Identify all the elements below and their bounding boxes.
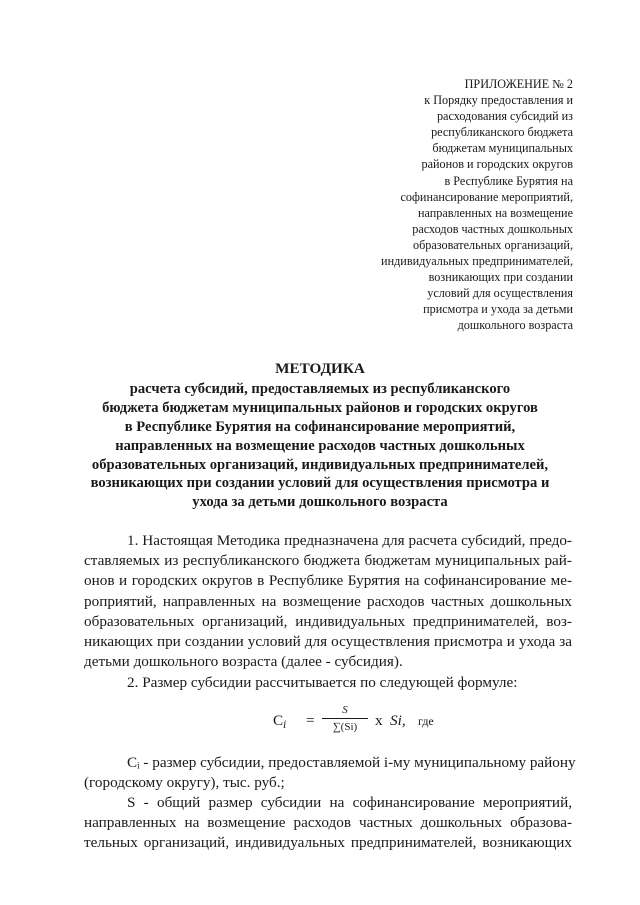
paragraph-line: онов и городских округов в Республике Бурятия на софинансирование ме- <box>84 572 572 590</box>
paragraph-line: ставляемых из республиканского бюджета бюджетам муниципальных рай- <box>84 552 572 570</box>
definition-line: Cᵢ - размер субсидии, предоставляемой i-му муниципальному району <box>127 754 576 771</box>
title-line: ухода за детьми дошкольного возраста <box>192 494 448 511</box>
formula-equals: = <box>306 712 315 729</box>
appendix-line: в Республике Бурятия на <box>444 173 573 188</box>
appendix-line: бюджетам муниципальных <box>432 141 573 156</box>
title-line: бюджета бюджетам муниципальных районов и городских округов <box>102 399 538 416</box>
formula-fraction <box>322 704 368 734</box>
document-title <box>60 360 580 512</box>
definition-line: направленных на возмещение расходов частных дошкольных образова- <box>84 814 572 832</box>
title-main: МЕТОДИКА <box>275 360 365 377</box>
title-line: направленных на возмещение расходов частных дошкольных <box>115 437 525 454</box>
appendix-line: направленных на возмещение <box>417 205 573 220</box>
appendix-line: к Порядку предоставления и <box>424 93 573 108</box>
appendix-line: расходования субсидий из <box>436 109 573 124</box>
definition-line: S - общий размер субсидии на софинансирование мероприятий, <box>127 794 572 811</box>
appendix-header <box>313 76 573 334</box>
appendix-line: республиканского бюджета <box>431 125 573 140</box>
formula-numerator: S <box>342 704 348 716</box>
appendix-line: софинансирование мероприятий, <box>400 189 573 204</box>
appendix-line: условий для осуществления <box>427 286 573 301</box>
appendix-line: индивидуальных предпринимателей, <box>381 254 573 269</box>
formula-lhs-subscript: i <box>283 720 287 731</box>
appendix-line: присмотра и ухода за детьми <box>423 302 573 317</box>
formula-suffix: где <box>418 714 434 728</box>
formula-factor: Si, <box>390 712 406 729</box>
fraction-bar <box>322 718 368 719</box>
definition-line: тельных организаций, индивидуальных предпринимателей, возникающих <box>84 834 572 852</box>
paragraph-line: детьми дошкольного возраста (далее - субсидия). <box>84 653 403 671</box>
paragraph-line: никающих при создании условий для осуществления присмотра и ухода за <box>84 633 572 651</box>
definition-line: (городскому округу), тыс. руб.; <box>84 774 285 792</box>
paragraph-2 <box>84 673 572 693</box>
appendix-line: расходов частных дошкольных <box>412 221 573 236</box>
paragraph-line: 1. Настоящая Методика предназначена для расчета субсидий, предо- <box>127 532 572 549</box>
formula-denominator: ∑(Si) <box>332 721 358 733</box>
title-line: возникающих при создании условий для осуществления присмотра и <box>90 475 550 492</box>
title-line: в Республике Бурятия на софинансирование мероприятий, <box>124 418 516 435</box>
appendix-line: дошкольного возраста <box>457 318 573 333</box>
paragraph-line: 2. Размер субсидии рассчитывается по следующей формуле: <box>127 674 518 691</box>
appendix-line: районов и городских округов <box>421 157 573 172</box>
formula-lhs: Ci <box>273 712 287 731</box>
paragraph-line: образовательных организаций, индивидуальных предпринимателей, воз- <box>84 612 572 630</box>
appendix-line: ПРИЛОЖЕНИЕ № 2 <box>464 77 573 91</box>
definition-ci <box>84 753 576 793</box>
title-line: расчета субсидий, предоставляемых из республиканского <box>129 380 511 397</box>
paragraph-1 <box>84 531 572 672</box>
definition-s <box>84 793 572 854</box>
paragraph-line: роприятий, направленных на возмещение расходов частных дошкольных <box>84 592 572 610</box>
appendix-line: возникающих при создании <box>428 270 573 285</box>
appendix-line: образовательных организаций, <box>412 237 573 252</box>
subsidy-formula <box>270 704 470 738</box>
formula-times: x <box>375 712 383 729</box>
title-line: образовательных организаций, индивидуальных предпринимателей, <box>91 456 549 473</box>
